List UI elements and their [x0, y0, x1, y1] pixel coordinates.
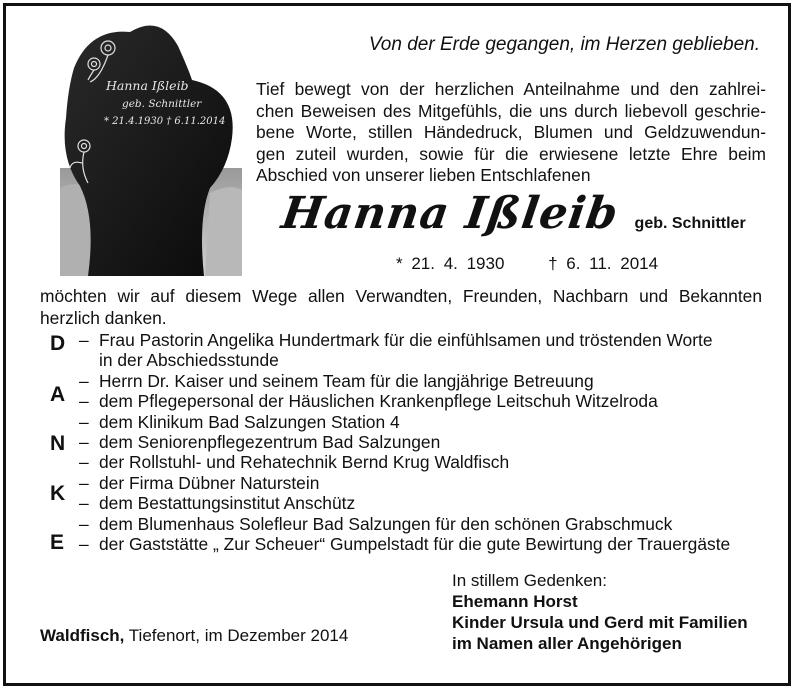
intro-paragraph: [256, 79, 766, 187]
motto: Von der Erde gegangen, im Herzen geblieben.: [368, 34, 760, 55]
place-rest: Tiefenort, im Dezember 2014: [124, 626, 349, 645]
thanks-line: möchten wir auf diesem Wege allen Verwandten, Freunden, Nachbarn und Bekannten: [40, 286, 762, 306]
intro-line: bene Worte, stillen Händedruck, Blumen und Geldzuwendun-: [256, 122, 766, 143]
list-item: – dem Blumenhaus Solefleur Bad Salzungen für den schönen Grabschmuck: [79, 513, 673, 534]
life-dates: [396, 254, 658, 274]
intro-line: Tief bewegt von der herzlichen Anteilnahme und den zahlrei-: [256, 79, 766, 99]
danke-letter-n: N: [50, 432, 66, 455]
gravestone-name: Hanna Ißleib: [106, 78, 189, 93]
intro-line: chen Beweisen des Mitgefühls, die uns durch liebevoll geschrie-: [256, 100, 766, 121]
list-item: – der Rollstuhl- und Rehatechnik Bernd Krug Waldfisch: [79, 452, 510, 473]
list-item: – der Firma Dübner Naturstein: [79, 472, 320, 493]
maiden-name: geb. Schnittler: [634, 215, 746, 232]
memory-block: [452, 570, 748, 654]
thanks-paragraph: [40, 286, 762, 329]
place-date: [40, 626, 348, 646]
mourner-line: Kinder Ursula und Gerd mit Familien: [452, 613, 748, 632]
mourner-line: im Namen aller Angehörigen: [452, 634, 682, 653]
list-item: – dem Seniorenpflegezentrum Bad Salzungen: [79, 432, 441, 453]
list-item: – dem Klinikum Bad Salzungen Station 4: [79, 411, 400, 432]
deceased-name: Hanna Ißleib: [278, 188, 622, 239]
list-item: – dem Pflegepersonal der Häuslichen Krankenpflege Leitschuh Witzelroda: [79, 391, 658, 412]
gravestone-dates: * 21.4.1930 † 6.11.2014: [104, 116, 226, 127]
thanks-line: herzlich danken.: [40, 307, 167, 328]
deceased-name-row: [278, 188, 746, 239]
gravestone-image: [60, 18, 242, 276]
list-item: – Frau Pastorin Angelika Hundertmark für die einfühlsamen und tröstenden Worte: [79, 330, 713, 350]
birth-date: * 21. 4. 1930: [396, 254, 505, 273]
gravestone-maiden: geb. Schnittler: [122, 98, 202, 110]
danke-letter-d: D: [50, 332, 66, 355]
danke-letter-e: E: [50, 531, 65, 554]
intro-line: gen zuteil wurden, sowie für die erwiesene letzte Ehre beim: [256, 143, 766, 164]
danke-letter-k: K: [50, 482, 66, 505]
list-item-continuation: in der Abschiedsstunde: [99, 350, 279, 371]
list-item: – dem Bestattungsinstitut Anschütz: [79, 493, 356, 514]
death-date: † 6. 11. 2014: [548, 254, 659, 273]
thanks-list: [79, 330, 779, 554]
memory-intro: In stillem Gedenken:: [452, 571, 607, 590]
place-town: Waldfisch,: [40, 626, 125, 645]
intro-line: Abschied von unserer lieben Entschlafenen: [256, 165, 591, 186]
gravestone-icon: [60, 18, 242, 276]
list-item: – Herrn Dr. Kaiser und seinem Team für die langjährige Betreuung: [79, 370, 594, 391]
danke-letter-a: A: [50, 383, 66, 406]
mourner-line: Ehemann Horst: [452, 592, 578, 611]
list-item: – der Gaststätte „ Zur Scheuer“ Gumpelstadt für die gute Bewirtung der Trauergäste: [79, 534, 731, 555]
